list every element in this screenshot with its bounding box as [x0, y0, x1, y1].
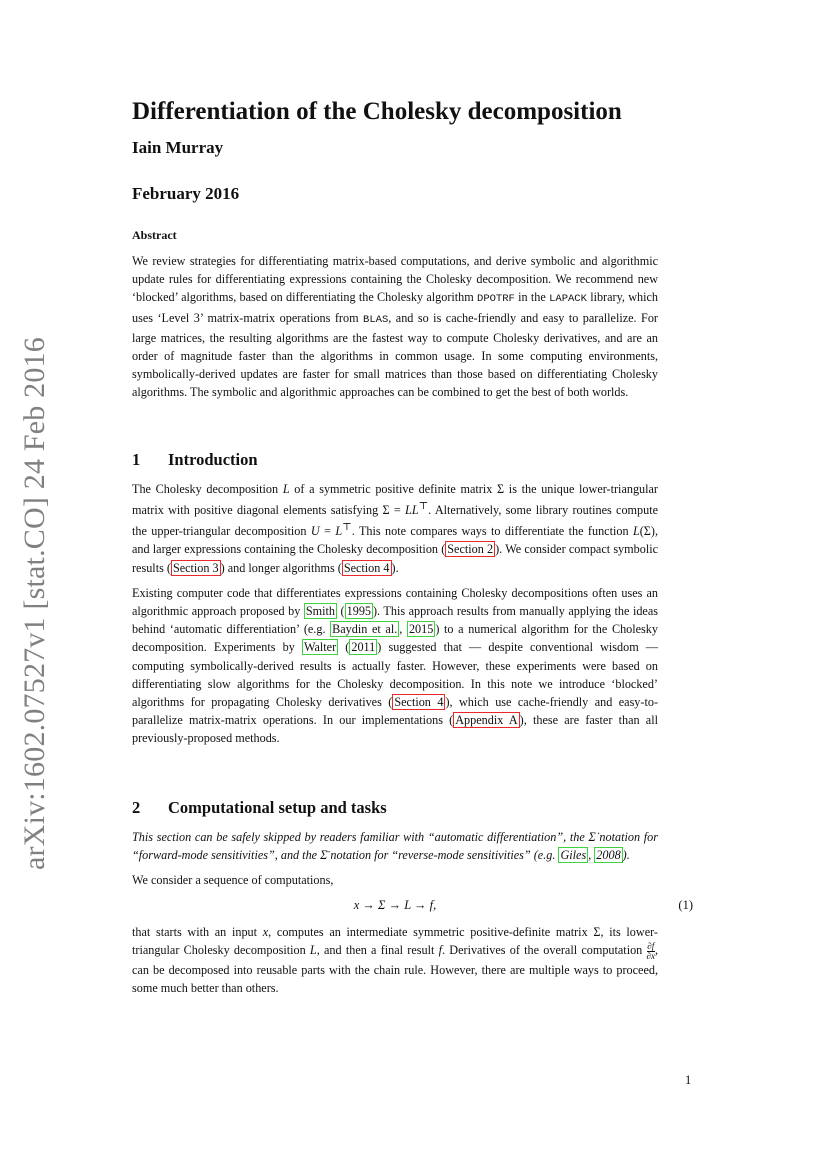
section-number: 2 [132, 797, 141, 817]
publication-date: February 2016 [132, 184, 240, 203]
citation-giles-year[interactable]: 2008 [596, 847, 621, 862]
section-title: Introduction [168, 449, 258, 469]
citation-walter[interactable]: Walter [303, 640, 337, 655]
paper-title: Differentiation of the Cholesky decomposition [132, 98, 622, 125]
citation-smith-year[interactable]: 1995 [346, 603, 371, 618]
equation-1 [132, 889, 693, 923]
section-2-paragraph-2: that starts with an input x, computes an intermediate symmetric positive-definite matrix Σ, its lower-triangular Cholesky decomposition L, and then a final result f. Derivatives of the overall computation $\frac{\partial f}{\partial x}$ , can be decomposed into reusable parts with the chain rule. However, there are multiple ways to proceed, some much better than others. [132, 925, 659, 996]
citation-walter-year[interactable]: 2011 [351, 640, 376, 655]
abstract-heading: Abstract [132, 228, 177, 242]
sigma-dot-symbol: Σ̇ [588, 829, 596, 844]
citation-baydin-year[interactable]: 2015 [408, 622, 434, 637]
section-2-note: This section can be safely skipped by readers familiar with “automatic differentiation”, the Σ̇ notation for “forward-mode sensitivities”, and the Σ̄ notation for “reverse-mode sensitivities” (e.g. Giles , 2008 ). [132, 829, 658, 862]
citation-baydin[interactable]: Baydin et al. [332, 622, 398, 637]
page-content [132, 96, 693, 998]
author-name: Iain Murray [132, 138, 224, 157]
code-lapack: LAPACK [549, 293, 587, 306]
intro-paragraph-1: The Cholesky decomposition L of a symmetric positive definite matrix Σ is the unique lower-triangular matrix with positive diagonal elements satisfying Σ = LL⊤. Alternatively, some library routines compute the upper-triangular decomposition U = L⊤. This note compares ways to differentiate the function L(Σ), and larger expressions containing the Cholesky decomposition ( Section 2 ). We consider compact symbolic results ( Section 3 ) and longer algorithms ( Section 4 ). [132, 481, 659, 575]
section-2-paragraph-1: We consider a sequence of computations, [132, 873, 334, 887]
abstract-text: We review strategies for differentiating matrix-based computations, and derive symbolic and algorithmic update rules for differentiating expressions containing the Cholesky decomposition. We recommend new ‘blocked’ algorithms, based on differentiating the Cholesky algorithm DPOTRF in the LAPACK library, which uses ‘Level 3’ matrix-matrix operations from BLAS, and so is cache-friendly and easy to parallelize. For large matrices, the resulting algorithms are the fastest way to compute Cholesky derivatives, and are an order of magnitude faster than the algorithms in common usage. In some computing environments, symbolically-derived updates are faster for small matrices than those based on differentiating Cholesky algorithms. The symbolic and algorithmic approaches can be combined to get the best of both worlds. [132, 254, 659, 400]
link-section-4[interactable]: Section 4 [343, 560, 390, 575]
link-section-2[interactable]: Section 2 [447, 542, 494, 557]
derivative-fraction: $\frac{\partial f}{\partial x}$ [646, 941, 655, 962]
citation-smith[interactable]: Smith [305, 603, 336, 618]
arxiv-identifier-stamp: arXiv:1602.07527v1 [stat.CO] 24 Feb 2016 [18, 337, 51, 870]
link-section-3[interactable]: Section 3 [172, 560, 219, 575]
section-number: 1 [132, 449, 141, 469]
section-1-heading [132, 450, 658, 470]
section-title: Computational setup and tasks [168, 797, 387, 817]
equation-number: (1) [678, 898, 693, 913]
page-number: 1 [685, 1073, 692, 1087]
link-appendix-a[interactable]: Appendix A [455, 713, 518, 728]
code-blas: BLAS [363, 313, 389, 326]
citation-giles[interactable]: Giles [560, 847, 587, 862]
equation-body: x → Σ → L → f, [353, 898, 437, 913]
link-section-4-blocked[interactable]: Section 4 [394, 694, 444, 709]
section-2-heading [132, 798, 658, 818]
code-dpotrf: DPOTRF [477, 293, 515, 306]
intro-paragraph-2: Existing computer code that differentiates expressions containing Cholesky decompositions often uses an algorithmic approach proposed by Smith ( 1995 ). This approach results from manually applying the ideas behind ‘automatic differentiation’ (e.g. Baydin et al. , 2015 ) to a numerical algorithm for the Cholesky decomposition. Experiments by Walter ( 2011 ) suggested that — despite conventional wisdom — computing symbolically-derived results is actually faster. However, these experiments were based on differentiating slow algorithms for the Cholesky decomposition. In this note we introduce ‘blocked’ algorithms for propagating Cholesky derivatives ( Section 4 ), which use cache-friendly and easy-to-parallelize matrix-matrix operations. In our implementations ( Appendix A ), these are faster than all previously-proposed methods. [132, 585, 659, 746]
sigma-bar-symbol: Σ̄ [320, 847, 328, 862]
